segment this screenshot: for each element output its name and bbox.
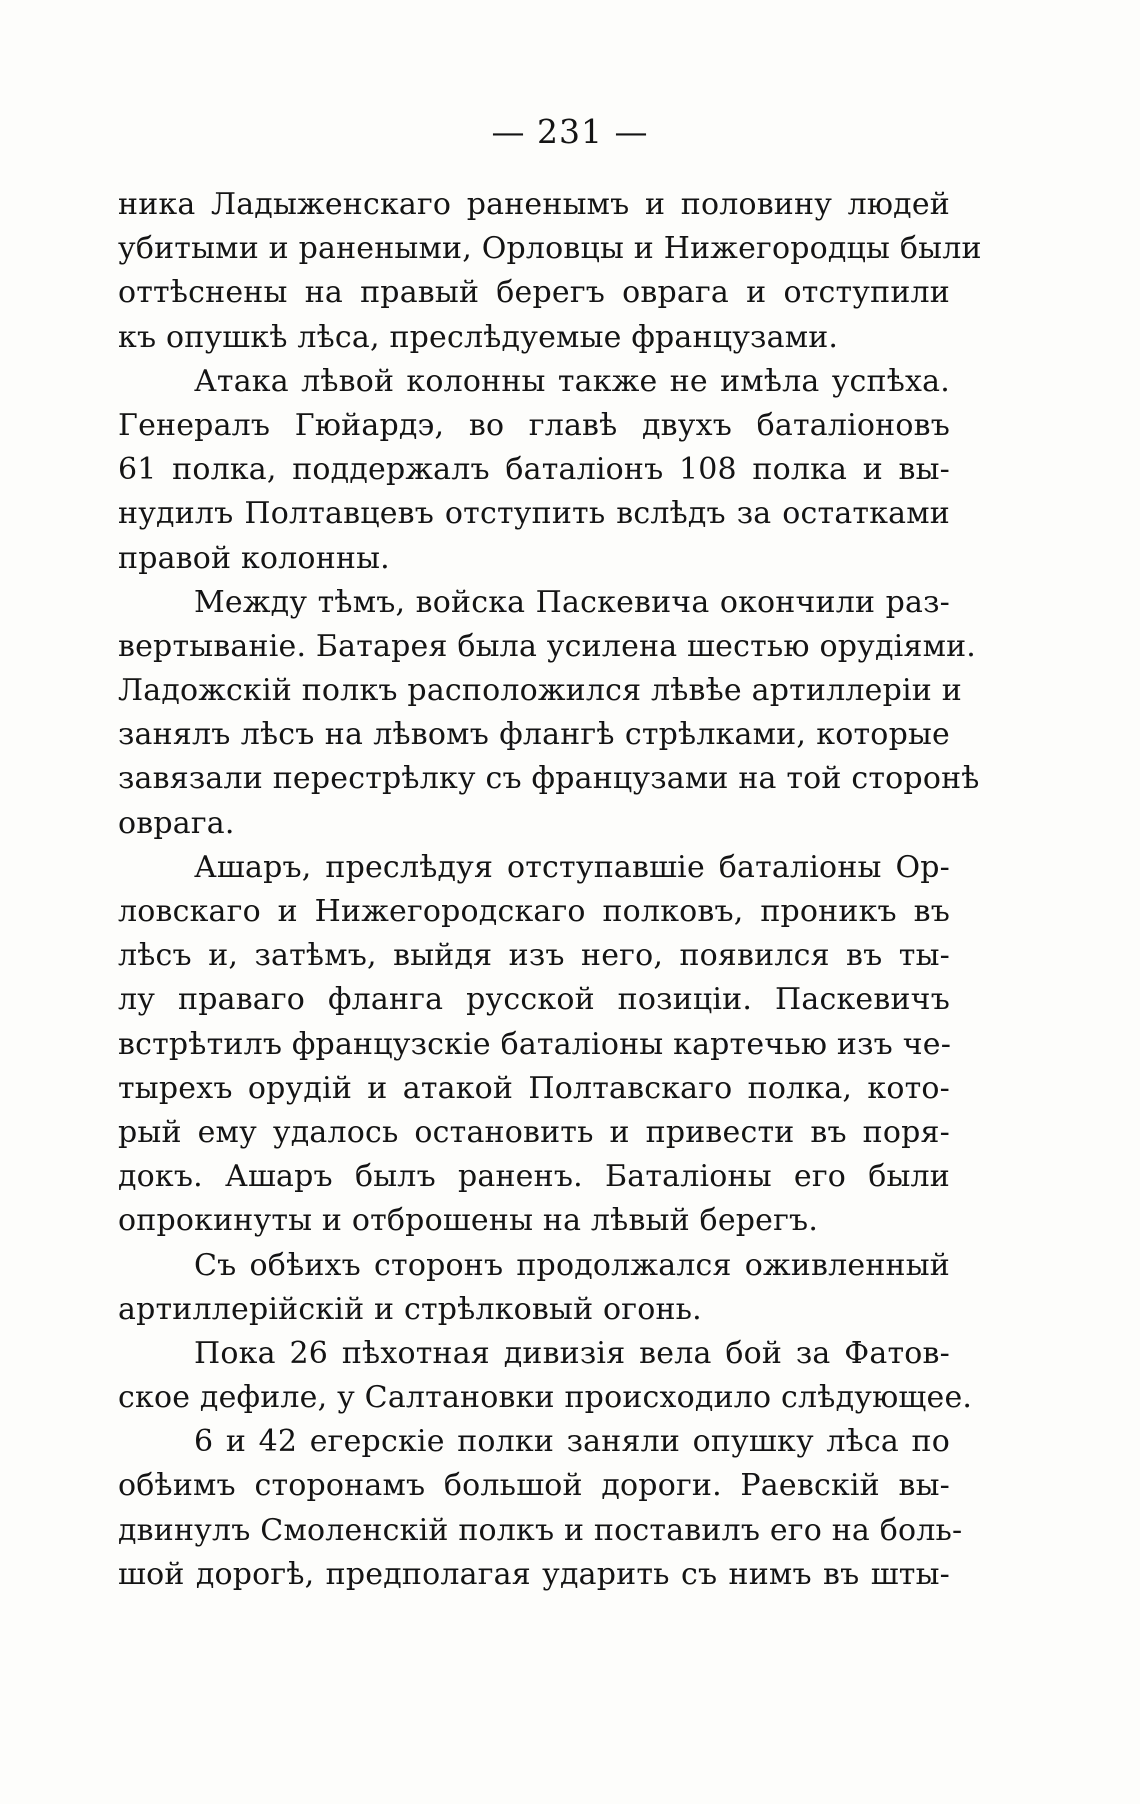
text-line: докъ. Ашаръ былъ раненъ. Баталіоны его были [118, 1159, 950, 1195]
text-line: ловскаго и Нижегородскаго полковъ, проникъ въ [118, 894, 950, 929]
text-line: Генералъ Гюйардэ, во главѣ двухъ баталіоновъ [118, 407, 950, 443]
text-line: къ опушкѣ лѣса, преслѣдуемые французами. [118, 319, 839, 355]
text-line: ское дефиле, у Салтановки происходило слѣдующее. [118, 1380, 973, 1416]
text-line: встрѣтилъ французскіе баталіоны картечью изъ че- [118, 1026, 952, 1062]
text-line: ника Ладыженскаго раненымъ и половину людей [118, 187, 950, 222]
text-line: оврага. [118, 805, 235, 841]
text-line: вертываніе. Батарея была усилена шестью орудіями. [118, 628, 977, 664]
text-line: 6 и 42 егерскіе полки заняли опушку лѣса по [194, 1424, 950, 1460]
text-line: артиллерійскій и стрѣлковый огонь. [118, 1291, 702, 1327]
text-line: завязали перестрѣлку съ французами на той сторонѣ [118, 761, 980, 797]
text-line: двинулъ Смоленскій полкъ и поставилъ его на боль- [118, 1512, 963, 1548]
text-line: тырехъ орудій и атакой Полтавскаго полка, кото- [118, 1070, 950, 1106]
text-line: 61 полка, поддержалъ баталіонъ 108 полка и вы- [118, 452, 950, 488]
text-line: Между тѣмъ, войска Паскевича окончили раз- [194, 584, 950, 620]
body-text [118, 183, 982, 1597]
page-number: — 231 — [491, 112, 649, 151]
text-line: рый ему удалось остановить и привести въ поря- [118, 1114, 950, 1150]
text-line: нудилъ Полтавцевъ отступить вслѣдъ за остатками [118, 496, 950, 532]
text-line: лѣсъ и, затѣмъ, выйдя изъ него, появился въ ты- [118, 938, 950, 974]
text-line: убитыми и ранеными, Орловцы и Нижегородцы были [118, 231, 982, 267]
text-line: занялъ лѣсъ на лѣвомъ флангѣ стрѣлками, которые [118, 717, 950, 753]
text-line: лу праваго фланга русской позиціи. Паскевичъ [118, 982, 950, 1018]
text-line: опрокинуты и отброшены на лѣвый берегъ. [118, 1203, 819, 1239]
text-line: оттѣснены на правый берегъ оврага и отступили [118, 275, 950, 311]
text-line: Атака лѣвой колонны также не имѣла успѣха. [194, 363, 950, 399]
text-line: Ладожскій полкъ расположился лѣвѣе артиллеріи и [118, 673, 962, 709]
text-line: правой колонны. [118, 540, 390, 576]
text-line: обѣимъ сторонамъ большой дороги. Раевскій вы- [118, 1468, 950, 1504]
text-line: Ашаръ, преслѣдуя отступавшіе баталіоны Ор- [194, 849, 950, 885]
text-line: Съ обѣихъ сторонъ продолжался оживленный [194, 1247, 950, 1283]
text-line: Пока 26 пѣхотная дивизія вела бой за Фатов- [194, 1335, 950, 1371]
text-line: шой дорогѣ, предполагая ударить съ нимъ въ шты- [118, 1556, 950, 1592]
